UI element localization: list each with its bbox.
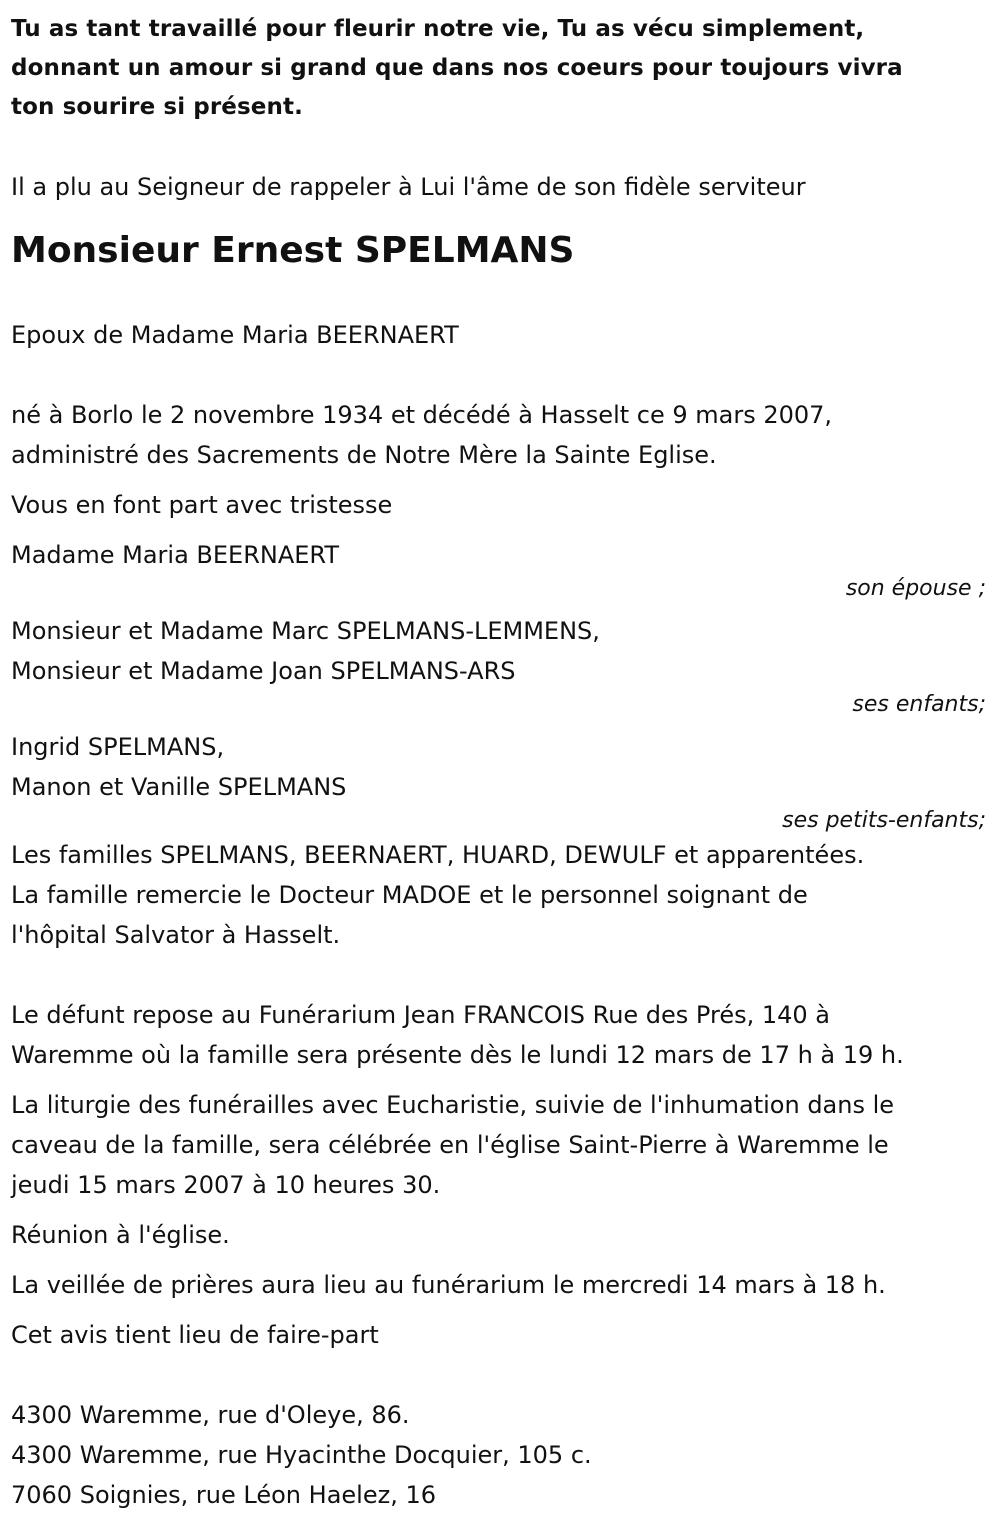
repose-block: [11, 995, 988, 1075]
birth-death-line: administré des Sacrements de Notre Mère la Sainte Eglise.: [11, 441, 717, 469]
family-name: Ingrid SPELMANS,: [11, 733, 225, 761]
family-role: ses petits-enfants;: [782, 808, 986, 833]
birth-death-block: [11, 395, 988, 475]
family-spouse-group: [11, 535, 988, 603]
vigil-line: La veillée de prières aura lieu au funérarium le mercredi 14 mars à 18 h.: [11, 1271, 886, 1299]
birth-death-line: né à Borlo le 2 novembre 1934 et décédé à Hasselt ce 9 mars 2007,: [11, 401, 833, 429]
intro-text: Il a plu au Seigneur de rappeler à Lui l'âme de son fidèle serviteur: [11, 173, 806, 201]
family-grandchildren-group: [11, 727, 988, 835]
addresses-block: [11, 1395, 988, 1515]
sadness-line: Vous en font part avec tristesse: [11, 491, 393, 519]
poem: [11, 10, 988, 127]
family-name: Monsieur et Madame Marc SPELMANS-LEMMENS,: [11, 617, 600, 645]
notice-line: Cet avis tient lieu de faire-part: [11, 1321, 379, 1349]
family-name: Madame Maria BEERNAERT: [11, 541, 340, 569]
liturgy-line: caveau de la famille, sera célébrée en l'église Saint-Pierre à Waremme le: [11, 1131, 889, 1159]
liturgy-block: [11, 1085, 988, 1205]
repose-line: Waremme où la famille sera présente dès le lundi 12 mars de 17 h à 19 h.: [11, 1041, 904, 1069]
liturgy-line: jeudi 15 mars 2007 à 10 heures 30.: [11, 1171, 441, 1199]
family-role: ses enfants;: [852, 692, 986, 717]
poem-line: Tu as tant travaillé pour fleurir notre vie, Tu as vécu simplement,: [11, 16, 865, 42]
family-name: Manon et Vanille SPELMANS: [11, 773, 347, 801]
address-line: 4300 Waremme, rue Hyacinthe Docquier, 105 c.: [11, 1441, 592, 1469]
family-role: son épouse ;: [845, 576, 986, 601]
repose-line: Le défunt repose au Funérarium Jean FRANCOIS Rue des Prés, 140 à: [11, 1001, 830, 1029]
thanks-line: La famille remercie le Docteur MADOE et le personnel soignant de: [11, 881, 808, 909]
family-children-group: [11, 611, 988, 719]
deceased-name: Monsieur Ernest SPELMANS: [11, 230, 575, 271]
address-line: 7060 Soignies, rue Léon Haelez, 16: [11, 1481, 436, 1509]
families-thanks-block: [11, 835, 988, 955]
address-line: 4300 Waremme, rue d'Oleye, 86.: [11, 1401, 410, 1429]
families-line: Les familles SPELMANS, BEERNAERT, HUARD, DEWULF et apparentées.: [11, 841, 865, 869]
poem-line: donnant un amour si grand que dans nos coeurs pour toujours vivra: [11, 55, 903, 81]
liturgy-line: La liturgie des funérailles avec Eucharistie, suivie de l'inhumation dans le: [11, 1091, 895, 1119]
poem-line: ton sourire si présent.: [11, 94, 303, 120]
spouse-line: Epoux de Madame Maria BEERNAERT: [11, 321, 459, 349]
family-name: Monsieur et Madame Joan SPELMANS-ARS: [11, 657, 516, 685]
thanks-line: l'hôpital Salvator à Hasselt.: [11, 921, 341, 949]
reunion-line: Réunion à l'église.: [11, 1221, 230, 1249]
